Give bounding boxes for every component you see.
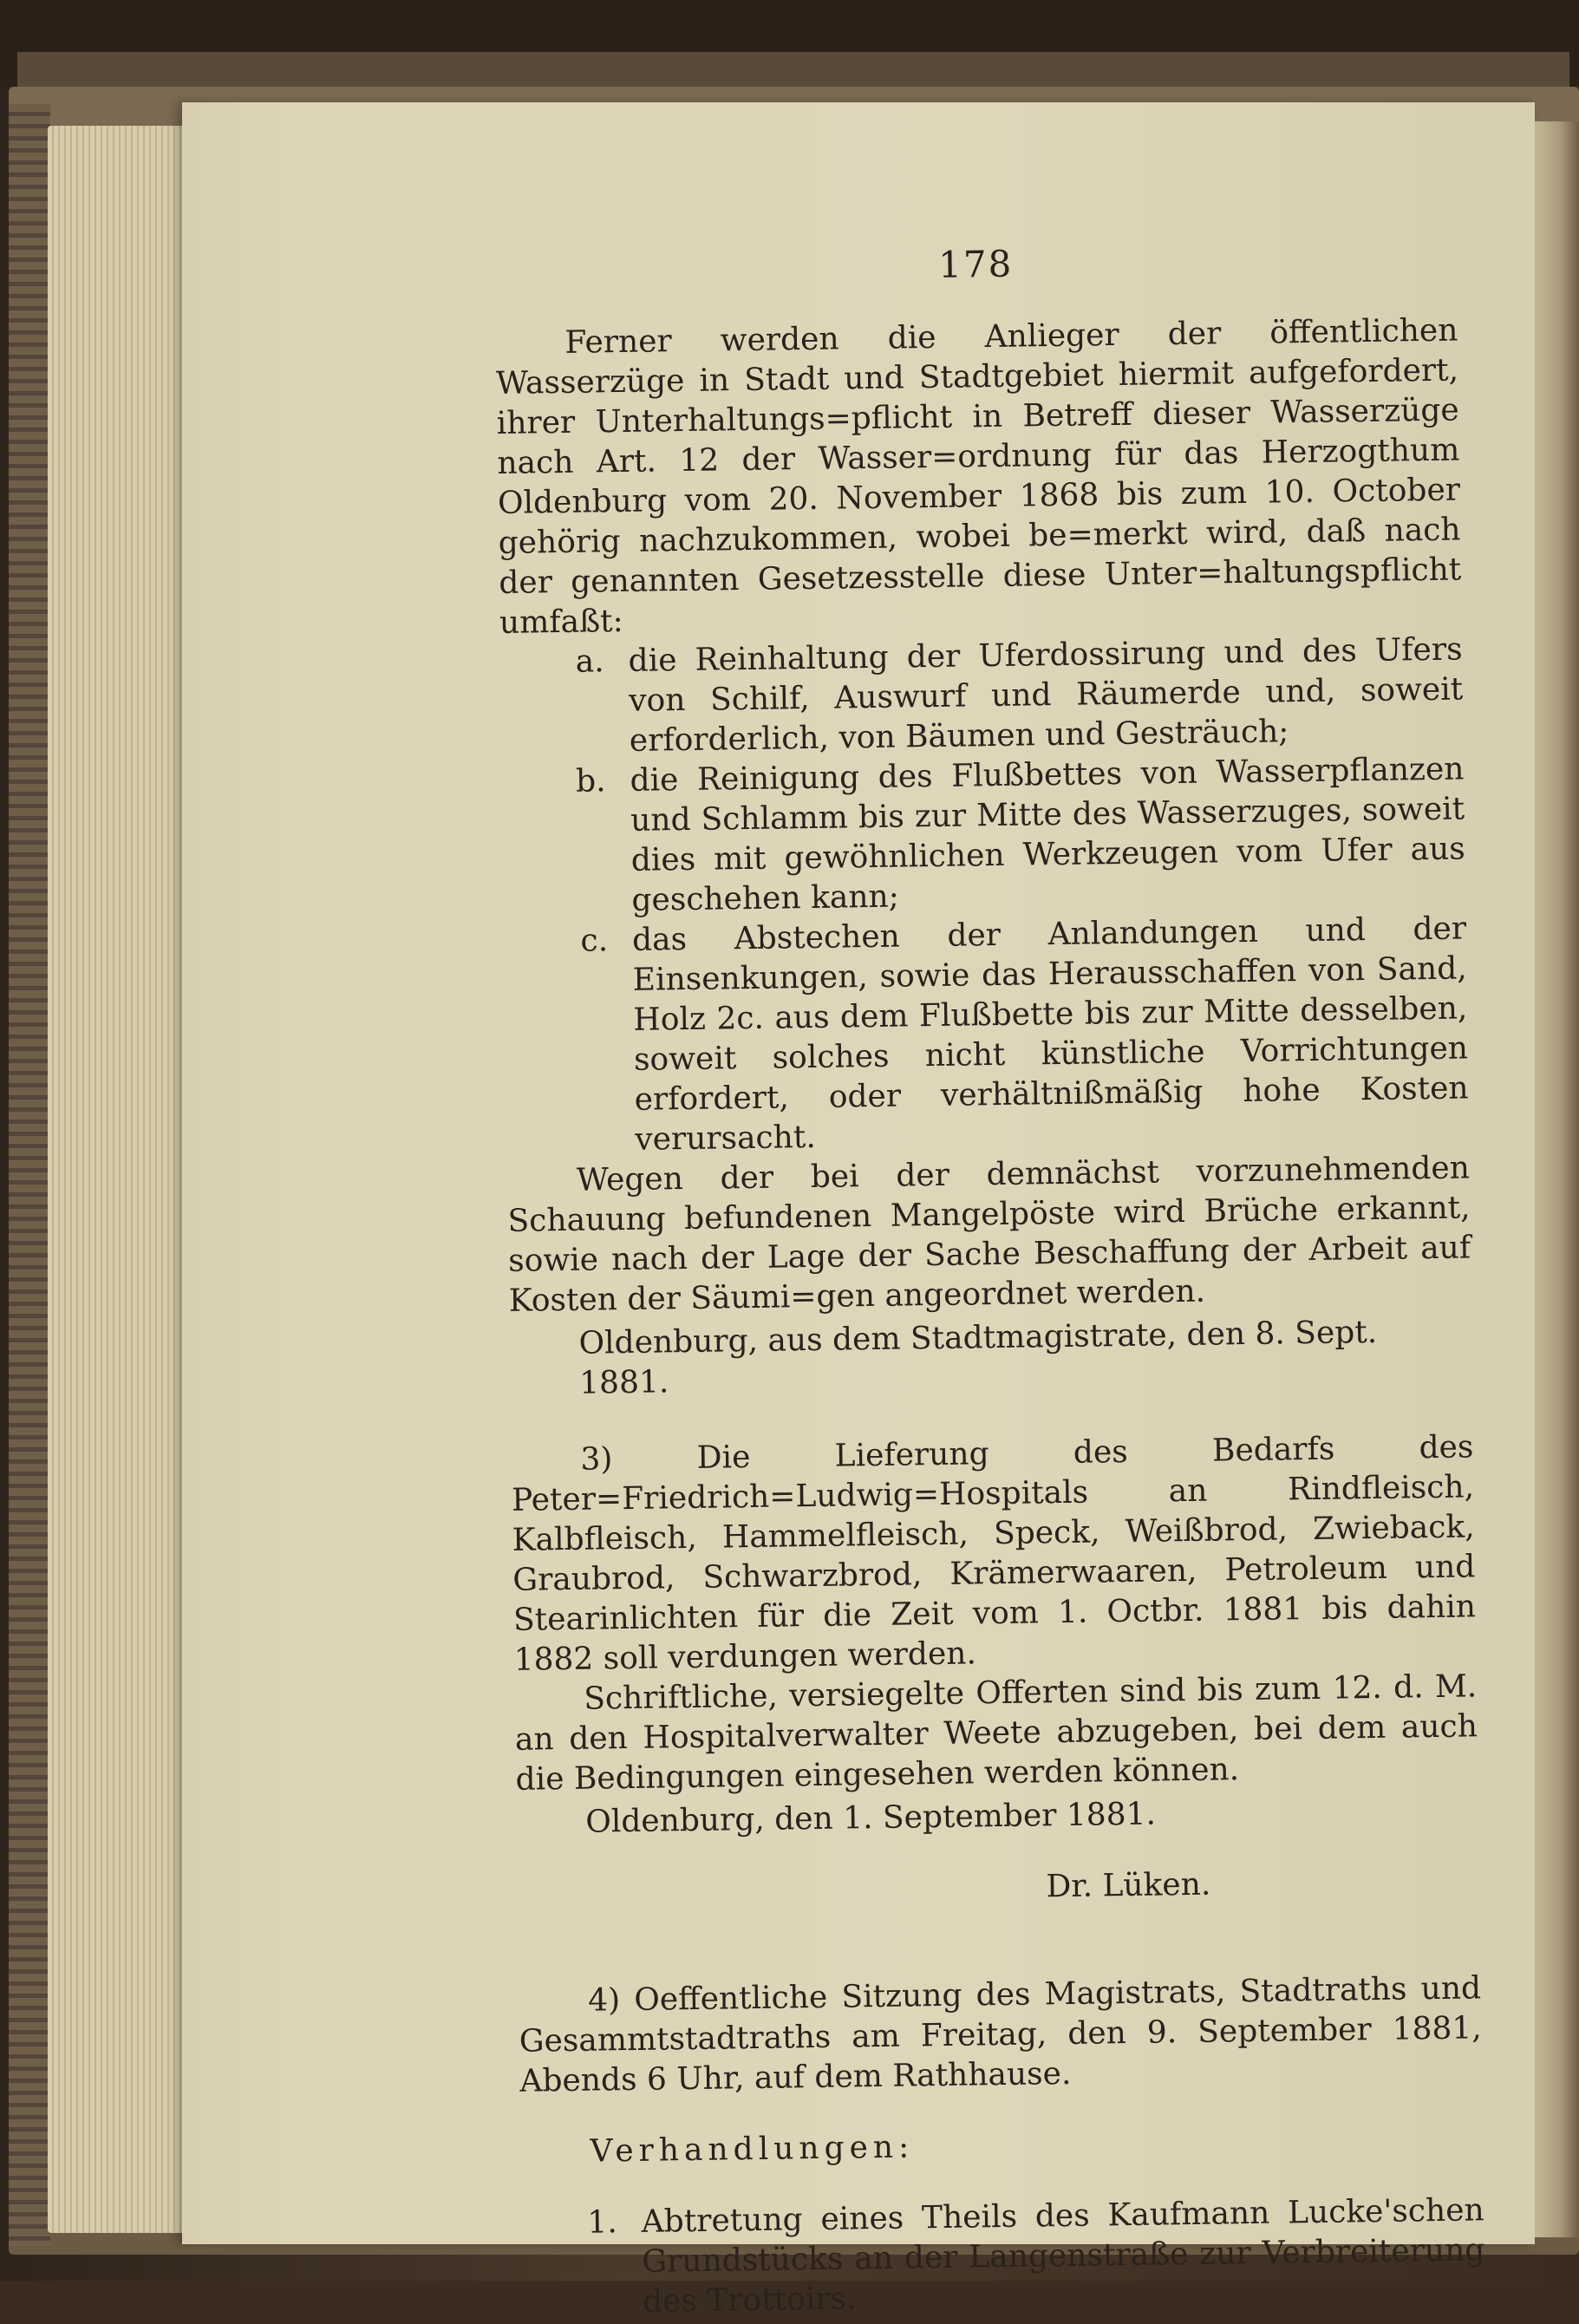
section3-text: 3) Die Lieferung des Bedarfs des Peter=Friedrich=Ludwig=Hospitals an Rindfleisch, Kalbfleisch, Hammelfleisch, Speck, Weißbrod, Zwieback, Graubrod, Schwarzbrod, Krämerwaaren, Petroleum und Stearinlichten für die Zeit vom 1. Octbr. 1881 bis dahin 1882 soll verdungen werden. (511, 1429, 1477, 1678)
gutter-edge (1533, 121, 1579, 2237)
section3-signature: Dr. Lüken. (1046, 1866, 1211, 1905)
section3-place-date: Oldenburg, den 1. September 1881. (585, 1796, 1157, 1840)
agenda-list (521, 2190, 1485, 2323)
list-item (501, 749, 1465, 922)
page-content (494, 238, 1485, 2324)
list-text: Abtretung eines Theils des Kaufmann Lucke'schen Grundstücks an der Langenstraße zur Verbreiterung des Trottoirs. (641, 2192, 1485, 2320)
section1-intro: Ferner werden die Anlieger der öffentlichen Wasserzüge in Stadt und Stadtgebiet hiermit aufgefordert, ihrer Unterhaltungs=pflicht in Betreff dieser Wasserzüge nach Art. 12 der Wasser=ordnung für das Herzogthum Oldenburg vom 20. November 1868 bis zum 10. October gehörig nachzukommen, wobei be=merkt wird, daß nach der genannten Gesetzesstelle diese Unter=haltungspflicht umfaßt: (495, 312, 1462, 641)
page-stack-edges (48, 126, 186, 2233)
list-item (521, 2190, 1485, 2323)
list-marker: b. (575, 763, 606, 800)
page-number: 178 (937, 242, 1014, 286)
list-marker: a. (575, 643, 604, 680)
section1-list (499, 630, 1469, 1161)
binding-top-edge (17, 52, 1569, 87)
section1-place-date: Oldenburg, aus dem Stadtmagistrate, den 8. Sept. 1881. (578, 1314, 1378, 1401)
agenda-heading: Verhandlungen: (590, 2129, 915, 2170)
list-text: das Abstechen der Anlandungen und der Einsenkungen, sowie das Herausschaffen von Sand, Holz 2c. aus dem Flußbette bis zur Mitte desselben, soweit solches nicht künstliche Vorrichtungen erfordert, oder verhältnißmäßig hohe Kosten verursacht. (631, 911, 1469, 1158)
list-marker: 1. (587, 2204, 618, 2241)
section3-offers: Schriftliche, versiegelte Offerten sind bis zum 12. d. M. an den Hospitalverwalter Weete abzugeben, bei dem auch die Bedingungen eingesehen werden können. (514, 1668, 1478, 1798)
list-text: die Reinhaltung der Uferdossirung und des Ufers von Schilf, Auswurf und Räumerde und, soweit erforderlich, von Bäumen und Gesträuch; (628, 631, 1464, 759)
section1-closing: Wegen der bei der demnächst vorzunehmenden Schauung befundenen Mangelpöste wird Brüche erkannt, sowie nach der Lage der Sache Beschaffung der Arbeit auf Kosten der Säumi=gen angeordnet werden. (507, 1150, 1471, 1319)
list-item (499, 630, 1464, 762)
list-item (504, 909, 1470, 1161)
list-marker: c. (580, 923, 609, 959)
book-spine-edge (9, 104, 50, 2246)
list-text: die Reinigung des Flußbettes von Wasserpflanzen und Schlamm bis zur Mitte des Wasserzuges, soweit dies mit gewöhnlichen Werkzeugen vom Ufer aus geschehen kann; (630, 751, 1466, 918)
section4-text: 4) Oeffentliche Sitzung des Magistrats, Stadtraths und Gesammtstadtraths am Freitag, den 9. September 1881, Abends 6 Uhr, auf dem Rathhause. (519, 1970, 1483, 2099)
